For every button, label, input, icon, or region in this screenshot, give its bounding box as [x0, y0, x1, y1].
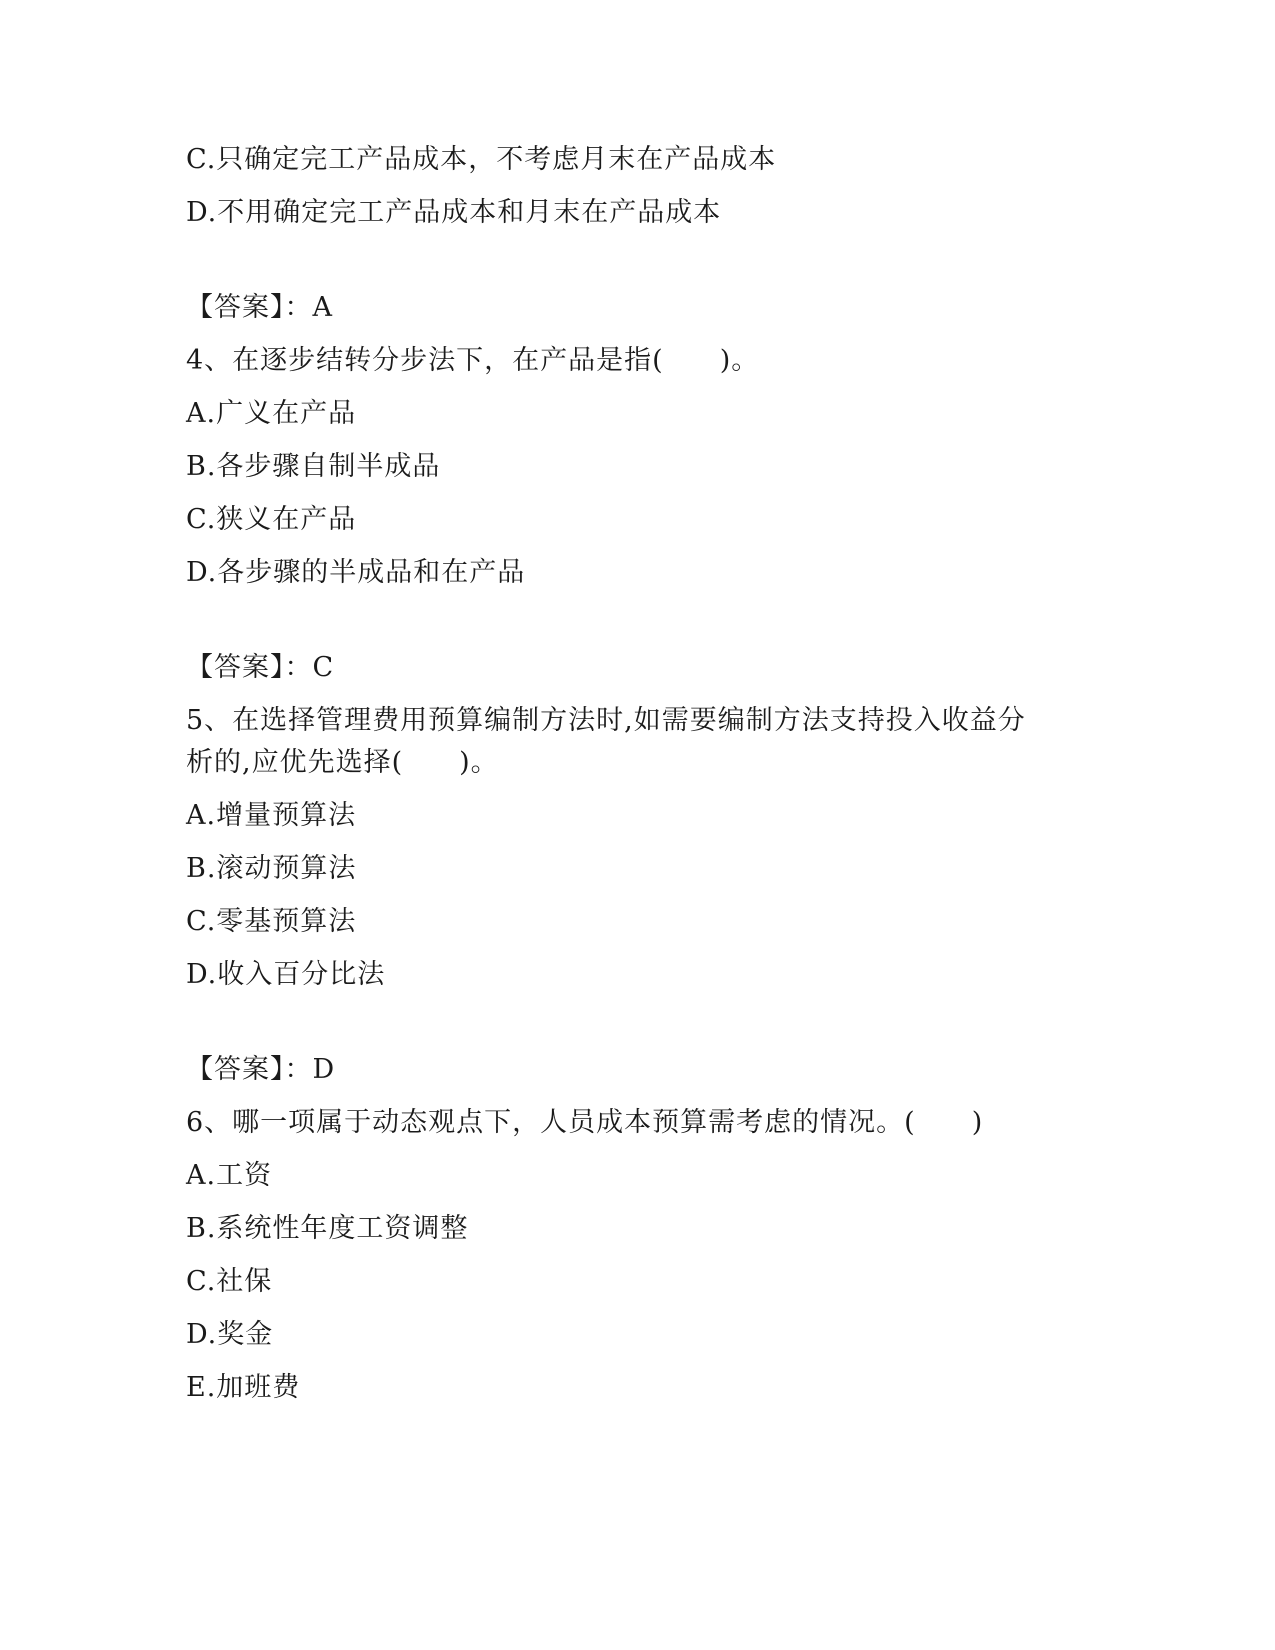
q6-option-d: D.奖金 — [186, 1319, 274, 1350]
q5-option-a: A.增量预算法 — [186, 800, 357, 831]
q4-option-b: B.各步骤自制半成品 — [186, 451, 441, 482]
q5-option-d: D.收入百分比法 — [186, 959, 386, 990]
q6-option-e: E.加班费 — [186, 1372, 301, 1403]
q5-option-b: B.滚动预算法 — [186, 853, 357, 884]
q3-answer: 【答案】：A — [186, 292, 333, 323]
q3-option-c: C.只确定完工产品成本，不考虑月末在产品成本 — [186, 144, 777, 175]
q5-answer: 【答案】：D — [186, 1054, 336, 1085]
q6-option-b: B.系统性年度工资调整 — [186, 1213, 469, 1244]
q4-option-c: C.狭义在产品 — [186, 504, 357, 535]
q4-stem: 4、在逐步结转分步法下，在产品是指( )。 — [186, 345, 760, 376]
q5-stem-line-1: 5、在选择管理费用预算编制方法时,如需要编制方法支持投入收益分 — [186, 705, 1026, 736]
q3-option-d: D.不用确定完工产品成本和月末在产品成本 — [186, 197, 722, 228]
q6-stem: 6、哪一项属于动态观点下，人员成本预算需考虑的情况。( ) — [186, 1107, 984, 1138]
q4-answer: 【答案】：C — [186, 652, 335, 683]
q6-option-a: A.工资 — [186, 1160, 273, 1191]
q6-option-c: C.社保 — [186, 1266, 273, 1297]
q5-stem-line-2: 析的,应优先选择( )。 — [186, 747, 499, 778]
q5-option-c: C.零基预算法 — [186, 906, 357, 937]
q4-option-d: D.各步骤的半成品和在产品 — [186, 557, 526, 588]
q4-option-a: A.广义在产品 — [186, 398, 357, 429]
